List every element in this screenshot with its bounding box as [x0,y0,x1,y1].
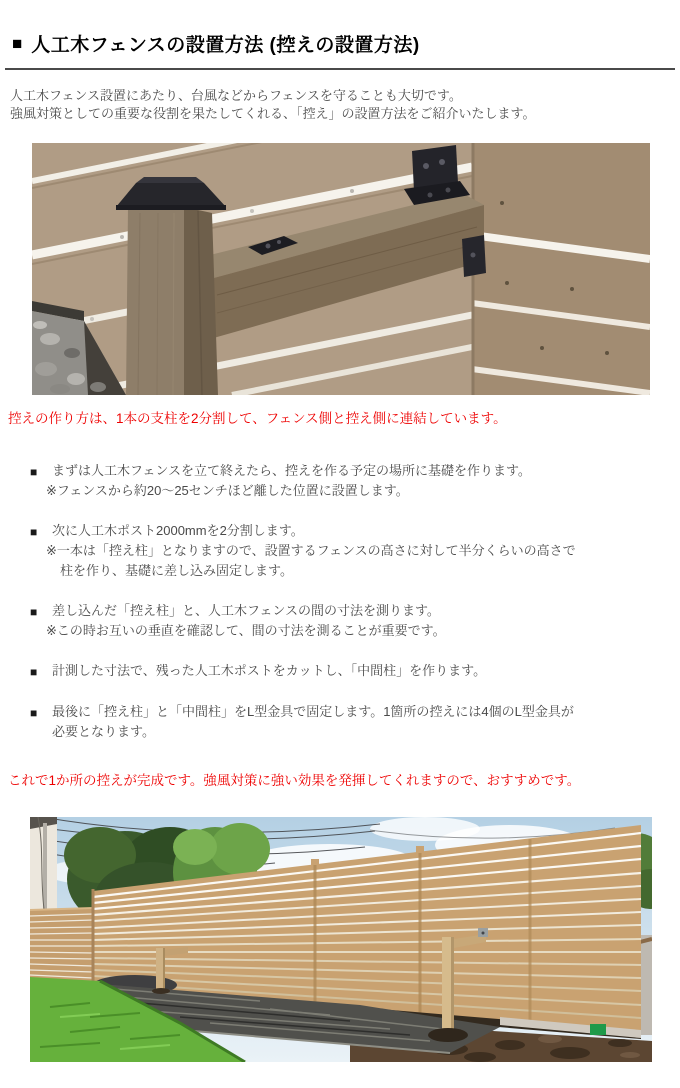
step-text: まずは人工木フェンスを立て終えたら、控えを作る予定の場所に基礎を作ります。 [52,463,531,478]
closeup-photo-illustration [32,143,650,395]
step-item-3 [30,601,680,641]
step-body [52,702,680,742]
step-square-icon: ■ [30,665,38,679]
step-text: 差し込んだ「控え柱」と、人工木フェンスの間の寸法を測ります。 [52,603,440,618]
note-bottom: これで1か所の控えが完成です。強風対策に強い効果を発揮してくれますので、おすすめです。 [8,773,581,788]
step-note-continuation: 柱を作り、基礎に差し込み固定します。 [60,563,293,578]
step-square-icon: ■ [30,465,38,479]
wide-photo-finished-fence [30,817,652,1062]
step-square-icon: ■ [30,706,38,720]
intro-line-2: 強風対策としての重要な役割を果たしてくれる、「控え」の設置方法をご紹介いたします。 [10,106,536,121]
title-divider [5,68,675,70]
step-square-icon: ■ [30,525,38,539]
step-body [46,521,680,581]
note-top: 控えの作り方は、1本の支柱を2分割して、フェンス側と控え側に連結しています。 [8,411,507,426]
step-text: 次に人工木ポスト2000mmを2分割します。 [52,523,304,538]
steps-list [30,461,680,742]
wide-photo-illustration [30,817,652,1062]
step-text: 最後に「控え柱」と「中間柱」をL型金具で固定します。1箇所の控えには4個のL型金具が [52,704,574,719]
step-item-1 [30,461,680,501]
step-item-4 [30,661,680,682]
step-square-icon: ■ [30,605,38,619]
step-body [52,661,680,682]
step-note: ※一本は「控え柱」となりますので、設置するフェンスの高さに対して半分くらいの高さで [46,543,576,558]
step-body [46,601,680,641]
intro-paragraph [10,87,680,123]
step-text-continuation: 必要となります。 [52,724,155,739]
step-note: ※この時お互いの垂直を確認して、間の寸法を測ることが重要です。 [46,623,446,638]
step-item-5 [30,702,680,742]
title-square-icon: ■ [12,34,23,53]
step-note: ※フェンスから約20～25センチほど離した位置に設置します。 [46,483,409,498]
closeup-photo-fence-bracket [32,143,650,395]
page-title: 人工木フェンスの設置方法 (控えの設置方法) [31,35,420,56]
step-item-2 [30,521,680,581]
step-body [46,461,680,501]
page-title-row [0,0,680,57]
step-text: 計測した寸法で、残った人工木ポストをカットし、「中間柱」を作ります。 [52,663,487,678]
intro-line-1: 人工木フェンス設置にあたり、台風などからフェンスを守ることも大切です。 [10,88,462,103]
